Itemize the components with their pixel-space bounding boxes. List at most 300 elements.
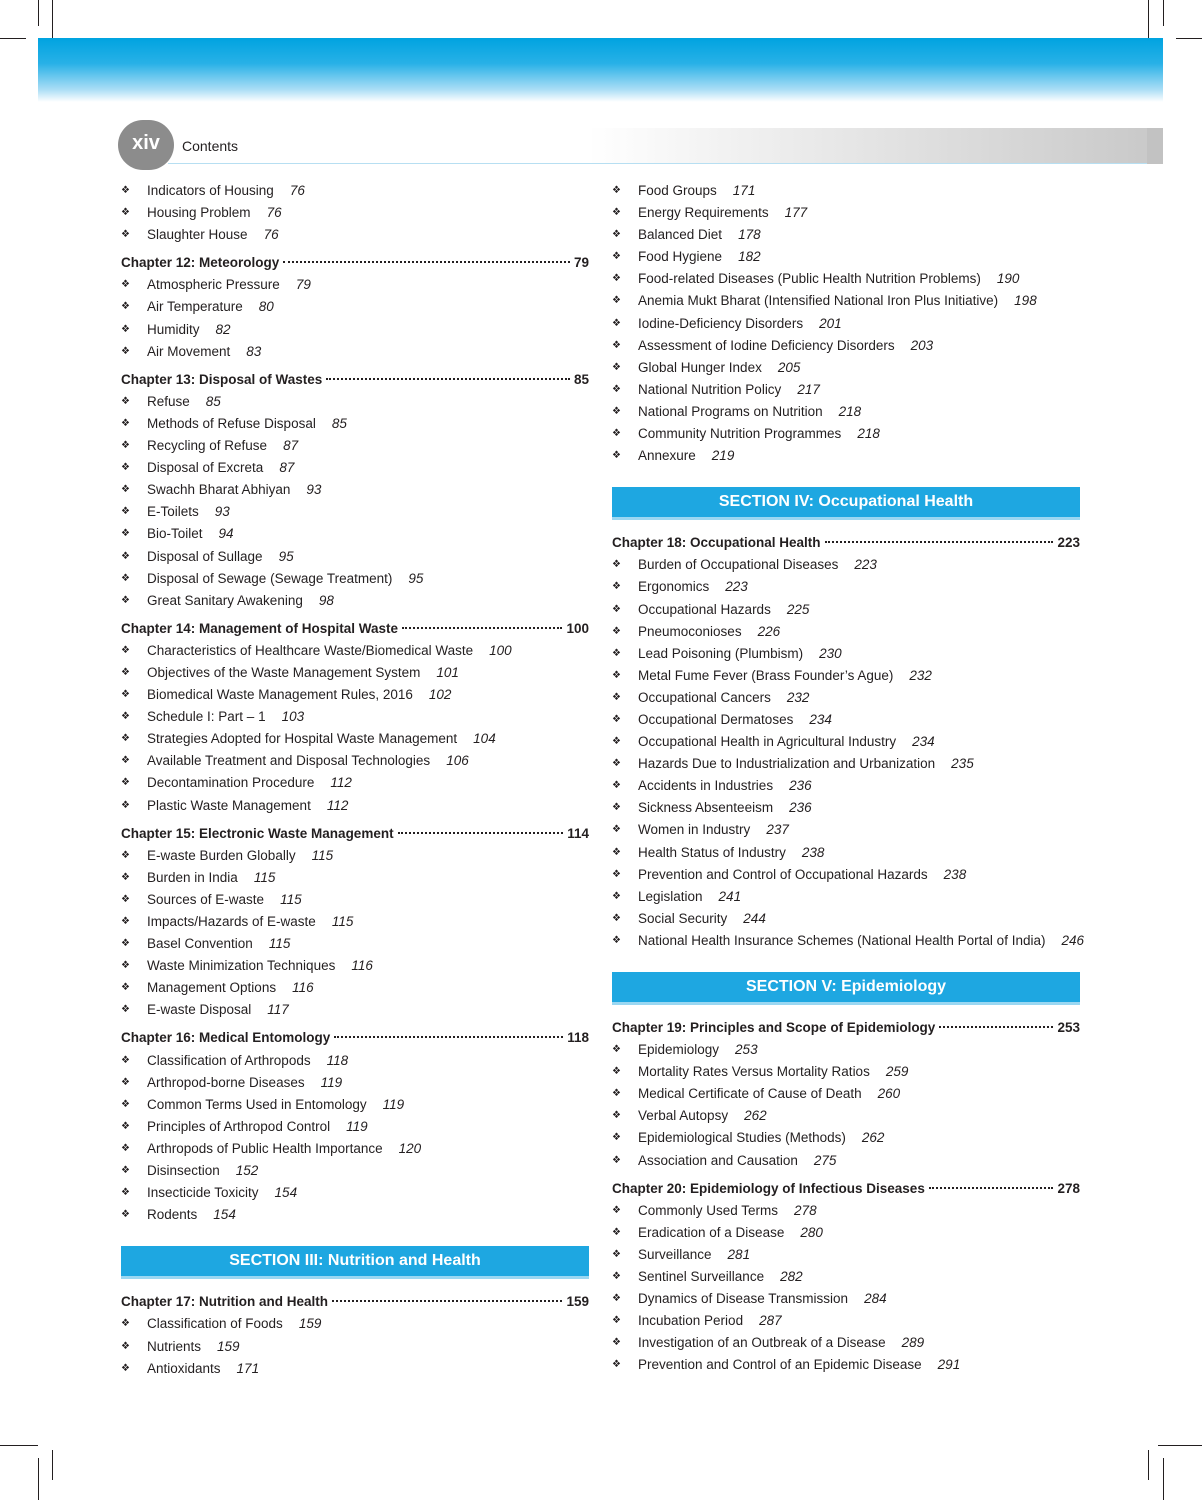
bullet-icon: ❖ (121, 1165, 130, 1177)
toc-entry[interactable] (612, 224, 1080, 246)
entry-title: Balanced Diet (638, 227, 723, 243)
entry-title: Insecticide Toxicity (147, 1185, 259, 1201)
entry-title: Occupational Hazards (638, 601, 771, 617)
toc-entry[interactable] (121, 662, 589, 684)
entry-title: Principles of Arthropod Control (147, 1118, 331, 1134)
entry-page-number: 79 (295, 277, 311, 293)
entry-title: Disposal of Excreta (147, 460, 264, 476)
toc-entry[interactable] (121, 391, 589, 413)
toc-chapter-heading[interactable] (612, 1017, 1080, 1039)
entry-page-number: 104 (473, 731, 496, 747)
entry-title: Bio-Toilet (147, 526, 203, 542)
bullet-icon: ❖ (121, 849, 130, 861)
entry-title: Epidemiological Studies (Methods) (638, 1130, 846, 1146)
bullet-icon: ❖ (121, 711, 130, 723)
bullet-icon: ❖ (612, 185, 621, 196)
toc-entry[interactable] (121, 1336, 589, 1358)
entry-title: Incubation Period (638, 1313, 744, 1329)
entry-title: Refuse (147, 393, 190, 409)
entry-page-number: 87 (279, 460, 295, 476)
toc-right-column (612, 180, 1084, 1377)
toc-entry[interactable] (121, 867, 589, 889)
entry-page-number: 154 (274, 1185, 298, 1201)
bullet-icon: ❖ (121, 207, 130, 219)
dot-leader (334, 1036, 563, 1038)
entry-page-number: 80 (258, 299, 274, 315)
toc-entry[interactable] (612, 797, 1080, 819)
toc-entry[interactable] (121, 296, 589, 318)
entry-title: Surveillance (638, 1246, 712, 1262)
entry-title: Decontamination Procedure (147, 775, 315, 791)
toc-chapter-heading[interactable] (121, 369, 589, 391)
toc-entry[interactable] (612, 445, 1080, 467)
entry-page-number: 83 (246, 343, 262, 359)
toc-entry[interactable] (121, 1204, 589, 1226)
entry-page-number: 102 (428, 687, 452, 703)
entry-title: Nutrients (147, 1338, 202, 1354)
entry-title: Management Options (147, 980, 277, 996)
entry-page-number: 95 (278, 548, 294, 564)
entry-title: Atmospheric Pressure (147, 277, 280, 293)
toc-entry[interactable] (121, 977, 589, 999)
entry-page-number: 115 (331, 914, 354, 929)
entry-title: Occupational Dermatoses (638, 711, 794, 727)
entry-title: Food Groups (638, 183, 717, 198)
bullet-icon: ❖ (121, 550, 130, 562)
toc-left-column (121, 180, 589, 1380)
toc-chapter-heading[interactable] (121, 823, 589, 845)
entry-page-number: 117 (267, 1002, 289, 1018)
toc-entry[interactable] (612, 886, 1080, 908)
entry-title: Arthropods of Public Health Importance (147, 1140, 383, 1156)
toc-entry[interactable] (612, 401, 1080, 423)
chapter-title: Chapter 20: Epidemiology of Infectious Diseases (612, 1180, 925, 1196)
toc-chapter-heading[interactable] (121, 1291, 589, 1313)
bullet-icon: ❖ (121, 279, 130, 291)
entry-page-number: 106 (446, 753, 469, 769)
entry-title: Dynamics of Disease Transmission (638, 1291, 849, 1307)
bullet-icon: ❖ (612, 251, 621, 263)
toc-entry[interactable] (121, 911, 589, 933)
entry-page-number: 218 (857, 426, 880, 442)
chapter-title: Chapter 15: Electronic Waste Management (121, 825, 394, 841)
toc-entry[interactable] (612, 687, 1080, 709)
entry-title: Sickness Absenteeism (638, 800, 774, 816)
bullet-icon: ❖ (612, 229, 621, 241)
toc-entry[interactable] (612, 930, 1084, 952)
entry-page-number: 85 (205, 393, 221, 409)
dot-leader (402, 627, 562, 629)
bullet-icon: ❖ (612, 339, 621, 351)
entry-title: Medical Certificate of Cause of Death (638, 1086, 862, 1102)
bullet-icon: ❖ (612, 1293, 621, 1305)
entry-page-number: 235 (951, 756, 974, 772)
chapter-title: Chapter 12: Meteorology (121, 255, 280, 271)
entry-page-number: 260 (877, 1086, 901, 1102)
toc-chapter-heading[interactable] (121, 252, 589, 274)
entry-title: National Health Insurance Schemes (National Health Portal of India) (638, 932, 1046, 948)
bullet-icon: ❖ (121, 871, 130, 883)
bullet-icon: ❖ (121, 733, 130, 745)
toc-entry[interactable] (121, 590, 589, 612)
toc-chapter-heading[interactable] (121, 1027, 589, 1049)
entry-title: Objectives of the Waste Management System (147, 664, 421, 680)
bullet-icon: ❖ (612, 1044, 621, 1056)
entry-page-number: 118 (326, 1052, 349, 1068)
section-block (612, 972, 1080, 1005)
toc-entry[interactable] (612, 1083, 1080, 1105)
entry-title: Anemia Mukt Bharat (Intensified National Iron Plus Initiative) (638, 293, 999, 309)
toc-entry[interactable] (121, 1116, 589, 1138)
entry-page-number: 262 (861, 1130, 885, 1146)
entry-title: Annexure (638, 448, 696, 464)
toc-chapter-heading[interactable] (612, 532, 1080, 554)
entry-title: Food Hygiene (638, 249, 723, 265)
toc-entry[interactable] (612, 335, 1080, 357)
entry-page-number: 232 (909, 667, 932, 683)
toc-entry[interactable] (612, 180, 1080, 202)
entry-title: Association and Causation (638, 1152, 798, 1168)
bullet-icon: ❖ (612, 1110, 621, 1122)
toc-entry[interactable] (121, 955, 589, 977)
chapter-page-number: 85 (573, 371, 589, 387)
toc-entry[interactable] (612, 379, 1080, 401)
toc-entry[interactable] (612, 665, 1080, 687)
toc-entry[interactable] (121, 1182, 589, 1204)
entry-page-number: 205 (777, 359, 801, 375)
bullet-icon: ❖ (121, 1142, 130, 1154)
entry-title: Investigation of an Outbreak of a Disease (638, 1335, 886, 1351)
entry-title: Great Sanitary Awakening (147, 592, 303, 608)
entry-page-number: 287 (759, 1313, 782, 1329)
top-banner (38, 38, 1163, 102)
entry-title: Verbal Autopsy (638, 1108, 729, 1124)
entry-page-number: 225 (786, 601, 810, 617)
section-heading-band: SECTION IV: Occupational Health (612, 487, 1080, 520)
entry-page-number: 100 (489, 642, 512, 658)
toc-entry[interactable] (612, 709, 1080, 731)
bullet-icon: ❖ (612, 1248, 621, 1260)
bullet-icon: ❖ (121, 1054, 130, 1066)
bullet-icon: ❖ (121, 594, 130, 606)
toc-entry[interactable] (121, 640, 589, 662)
dot-leader (283, 261, 570, 263)
bullet-icon: ❖ (121, 1318, 130, 1330)
entry-page-number: 154 (213, 1207, 236, 1223)
chapter-page-number: 79 (573, 255, 589, 271)
entry-page-number: 94 (218, 526, 234, 542)
toc-entry[interactable] (121, 1358, 589, 1380)
toc-entry[interactable] (121, 180, 589, 202)
bullet-icon: ❖ (612, 295, 621, 307)
entry-page-number: 112 (330, 775, 352, 791)
toc-entry[interactable] (121, 728, 589, 750)
toc-entry[interactable] (121, 479, 589, 501)
chapter-page-number: 159 (566, 1294, 589, 1310)
bullet-icon: ❖ (612, 361, 621, 373)
entry-title: Eradication of a Disease (638, 1224, 785, 1240)
bullet-icon: ❖ (121, 323, 130, 335)
bullet-icon: ❖ (612, 824, 621, 836)
toc-entry[interactable] (121, 435, 589, 457)
entry-title: Lead Poisoning (Plumbism) (638, 645, 804, 661)
bullet-icon: ❖ (612, 1132, 621, 1144)
entry-title: Indicators of Housing (147, 183, 274, 198)
toc-entry[interactable] (121, 457, 589, 479)
toc-entry[interactable] (612, 1222, 1080, 1244)
bullet-icon: ❖ (121, 440, 130, 452)
bullet-icon: ❖ (121, 893, 130, 905)
bullet-icon: ❖ (612, 603, 621, 615)
bullet-icon: ❖ (121, 1098, 130, 1110)
toc-entry[interactable] (121, 413, 589, 435)
chapter-title: Chapter 19: Principles and Scope of Epidemiology (612, 1020, 936, 1035)
bullet-icon: ❖ (612, 383, 621, 395)
chapter-title: Chapter 16: Medical Entomology (121, 1030, 331, 1046)
bullet-icon: ❖ (612, 428, 621, 440)
entry-page-number: 244 (743, 910, 766, 926)
entry-page-number: 76 (289, 183, 305, 198)
toc-entry[interactable] (612, 643, 1080, 665)
entry-page-number: 101 (436, 664, 459, 680)
entry-title: Classification of Arthropods (147, 1052, 311, 1068)
entry-title: Impacts/Hazards of E-waste (147, 914, 316, 929)
entry-title: Common Terms Used in Entomology (147, 1096, 367, 1112)
bullet-icon: ❖ (121, 345, 130, 357)
entry-title: Schedule I: Part – 1 (147, 709, 266, 725)
bullet-icon: ❖ (121, 462, 130, 474)
bullet-icon: ❖ (121, 1076, 130, 1088)
toc-entry[interactable] (612, 1200, 1080, 1222)
toc-entry[interactable] (121, 1072, 589, 1094)
entry-page-number: 198 (1014, 293, 1037, 309)
entry-title: Recycling of Refuse (147, 438, 268, 454)
bullet-icon: ❖ (121, 1340, 130, 1352)
entry-title: Pneumoconioses (638, 623, 742, 639)
entry-page-number: 241 (718, 888, 742, 904)
toc-entry[interactable] (612, 1039, 1080, 1061)
entry-title: Rodents (147, 1207, 198, 1223)
bullet-icon: ❖ (121, 301, 130, 313)
entry-page-number: 203 (910, 337, 934, 353)
bullet-icon: ❖ (121, 417, 130, 429)
entry-title: Energy Requirements (638, 205, 769, 221)
bullet-icon: ❖ (612, 647, 621, 659)
toc-entry[interactable] (612, 1150, 1080, 1172)
bullet-icon: ❖ (121, 1120, 130, 1132)
toc-entry[interactable] (121, 546, 589, 568)
toc-entry[interactable] (612, 202, 1080, 224)
toc-entry[interactable] (612, 842, 1080, 864)
toc-entry[interactable] (121, 202, 589, 224)
toc-chapter-heading[interactable] (121, 618, 589, 640)
toc-entry[interactable] (121, 706, 589, 728)
entry-page-number: 119 (346, 1118, 368, 1134)
toc-entry[interactable] (121, 274, 589, 296)
entry-title: Housing Problem (147, 205, 251, 221)
entry-title: Disinsection (147, 1163, 220, 1179)
bullet-icon: ❖ (612, 868, 621, 880)
toc-entry[interactable] (612, 268, 1080, 290)
toc-entry[interactable] (612, 864, 1080, 886)
toc-entry[interactable] (121, 750, 589, 772)
entry-title: Metal Fume Fever (Brass Founder’s Ague) (638, 667, 894, 683)
toc-entry[interactable] (612, 290, 1080, 312)
toc-entry[interactable] (612, 1244, 1080, 1266)
toc-entry[interactable] (121, 772, 589, 794)
bullet-icon: ❖ (121, 1004, 130, 1016)
toc-entry[interactable] (121, 319, 589, 341)
entry-title: Assessment of Iodine Deficiency Disorders (638, 337, 895, 353)
entry-page-number: 280 (800, 1224, 823, 1240)
bullet-icon: ❖ (612, 1359, 621, 1371)
entry-page-number: 278 (794, 1202, 817, 1218)
section-block (121, 1246, 589, 1279)
entry-page-number: 120 (398, 1140, 422, 1156)
dot-leader (825, 541, 1054, 543)
entry-page-number: 85 (331, 415, 347, 431)
entry-page-number: 232 (786, 689, 810, 705)
toc-entry[interactable] (121, 1160, 589, 1182)
toc-entry[interactable] (612, 908, 1080, 930)
toc-entry[interactable] (121, 224, 589, 246)
entry-page-number: 223 (725, 579, 748, 595)
bullet-icon: ❖ (612, 1066, 621, 1078)
entry-page-number: 93 (306, 482, 322, 498)
bullet-icon: ❖ (612, 780, 621, 792)
toc-entry[interactable] (121, 999, 589, 1021)
toc-entry[interactable] (612, 1266, 1080, 1288)
entry-title: Food-related Diseases (Public Health Nutrition Problems) (638, 271, 981, 287)
bullet-icon: ❖ (612, 912, 621, 924)
entry-page-number: 119 (382, 1096, 405, 1112)
entry-page-number: 87 (283, 438, 299, 454)
bullet-icon: ❖ (612, 669, 621, 681)
entry-title: Characteristics of Healthcare Waste/Biomedical Waste (147, 642, 474, 658)
bullet-icon: ❖ (612, 1204, 621, 1216)
toc-entry[interactable] (121, 1138, 589, 1160)
entry-page-number: 238 (801, 844, 825, 860)
bullet-icon: ❖ (121, 484, 130, 496)
toc-entry[interactable] (121, 501, 589, 523)
toc-entry[interactable] (121, 523, 589, 545)
entry-page-number: 115 (280, 891, 302, 907)
dot-leader (332, 1300, 562, 1302)
bullet-icon: ❖ (612, 273, 621, 285)
bullet-icon: ❖ (612, 691, 621, 703)
toc-entry[interactable] (612, 775, 1080, 797)
toc-entry[interactable] (612, 1332, 1080, 1354)
toc-entry[interactable] (612, 576, 1080, 598)
bullet-icon: ❖ (612, 758, 621, 770)
toc-entry[interactable] (612, 1354, 1080, 1376)
bullet-icon: ❖ (612, 1337, 621, 1349)
entry-title: Hazards Due to Industrialization and Urbanization (638, 756, 936, 772)
entry-title: Sentinel Surveillance (638, 1269, 765, 1285)
entry-page-number: 115 (268, 936, 291, 952)
toc-entry[interactable] (121, 568, 589, 590)
entry-page-number: 171 (236, 1360, 260, 1376)
chapter-page-number: 253 (1057, 1020, 1080, 1035)
bullet-icon: ❖ (612, 1154, 621, 1166)
toc-entry[interactable] (121, 684, 589, 706)
toc-entry[interactable] (612, 819, 1080, 841)
entry-title: Antioxidants (147, 1360, 221, 1376)
entry-title: Burden in India (147, 869, 238, 885)
entry-title: Women in Industry (638, 822, 751, 838)
entry-page-number: 226 (757, 623, 781, 639)
toc-entry[interactable] (612, 599, 1080, 621)
toc-entry[interactable] (121, 795, 589, 817)
toc-entry[interactable] (612, 246, 1080, 268)
entry-page-number: 223 (854, 557, 877, 573)
toc-entry[interactable] (121, 1313, 589, 1335)
chapter-page-number: 223 (1057, 535, 1080, 551)
toc-entry[interactable] (612, 1288, 1080, 1310)
toc-entry[interactable] (612, 357, 1080, 379)
entry-page-number: 182 (738, 249, 761, 265)
toc-entry[interactable] (121, 933, 589, 955)
toc-entry[interactable] (612, 731, 1080, 753)
entry-page-number: 217 (797, 381, 820, 397)
bullet-icon: ❖ (612, 1271, 621, 1283)
toc-entry[interactable] (121, 845, 589, 867)
entry-title: Social Security (638, 910, 728, 926)
entry-page-number: 234 (809, 711, 832, 727)
toc-entry[interactable] (121, 889, 589, 911)
entry-title: Burden of Occupational Diseases (638, 557, 839, 573)
bullet-icon: ❖ (121, 777, 130, 789)
entry-page-number: 234 (912, 734, 935, 750)
bullet-icon: ❖ (612, 405, 621, 417)
dot-leader (326, 378, 570, 380)
entry-page-number: 219 (711, 448, 735, 464)
entry-page-number: 291 (937, 1357, 961, 1373)
entry-title: Arthropod-borne Diseases (147, 1074, 305, 1090)
toc-entry[interactable] (612, 1105, 1080, 1127)
chapter-page-number: 114 (567, 825, 589, 841)
entry-title: Health Status of Industry (638, 844, 786, 860)
toc-entry[interactable] (612, 621, 1080, 643)
entry-title: Community Nutrition Programmes (638, 426, 842, 442)
bullet-icon: ❖ (121, 1209, 130, 1221)
entry-title: Methods of Refuse Disposal (147, 415, 316, 431)
toc-entry[interactable] (612, 554, 1080, 576)
toc-entry[interactable] (612, 1061, 1080, 1083)
toc-entry[interactable] (612, 313, 1080, 335)
toc-entry[interactable] (121, 1050, 589, 1072)
entry-title: Basel Convention (147, 936, 253, 952)
chapter-title: Chapter 13: Disposal of Wastes (121, 371, 323, 387)
entry-title: E-waste Disposal (147, 1002, 252, 1018)
entry-page-number: 115 (311, 847, 334, 863)
bullet-icon: ❖ (121, 960, 130, 972)
toc-entry[interactable] (612, 1310, 1080, 1332)
toc-entry[interactable] (121, 341, 589, 363)
bullet-icon: ❖ (121, 916, 130, 927)
entry-page-number: 115 (253, 869, 276, 885)
toc-entry[interactable] (612, 423, 1080, 445)
bullet-icon: ❖ (121, 799, 130, 811)
bullet-icon: ❖ (121, 528, 130, 540)
entry-page-number: 116 (292, 980, 314, 996)
bullet-icon: ❖ (121, 938, 130, 950)
section-heading-band: SECTION III: Nutrition and Health (121, 1246, 589, 1279)
toc-entry[interactable] (121, 1094, 589, 1116)
toc-chapter-heading[interactable] (612, 1178, 1080, 1200)
toc-entry[interactable] (612, 1127, 1080, 1149)
toc-entry[interactable] (612, 753, 1080, 775)
